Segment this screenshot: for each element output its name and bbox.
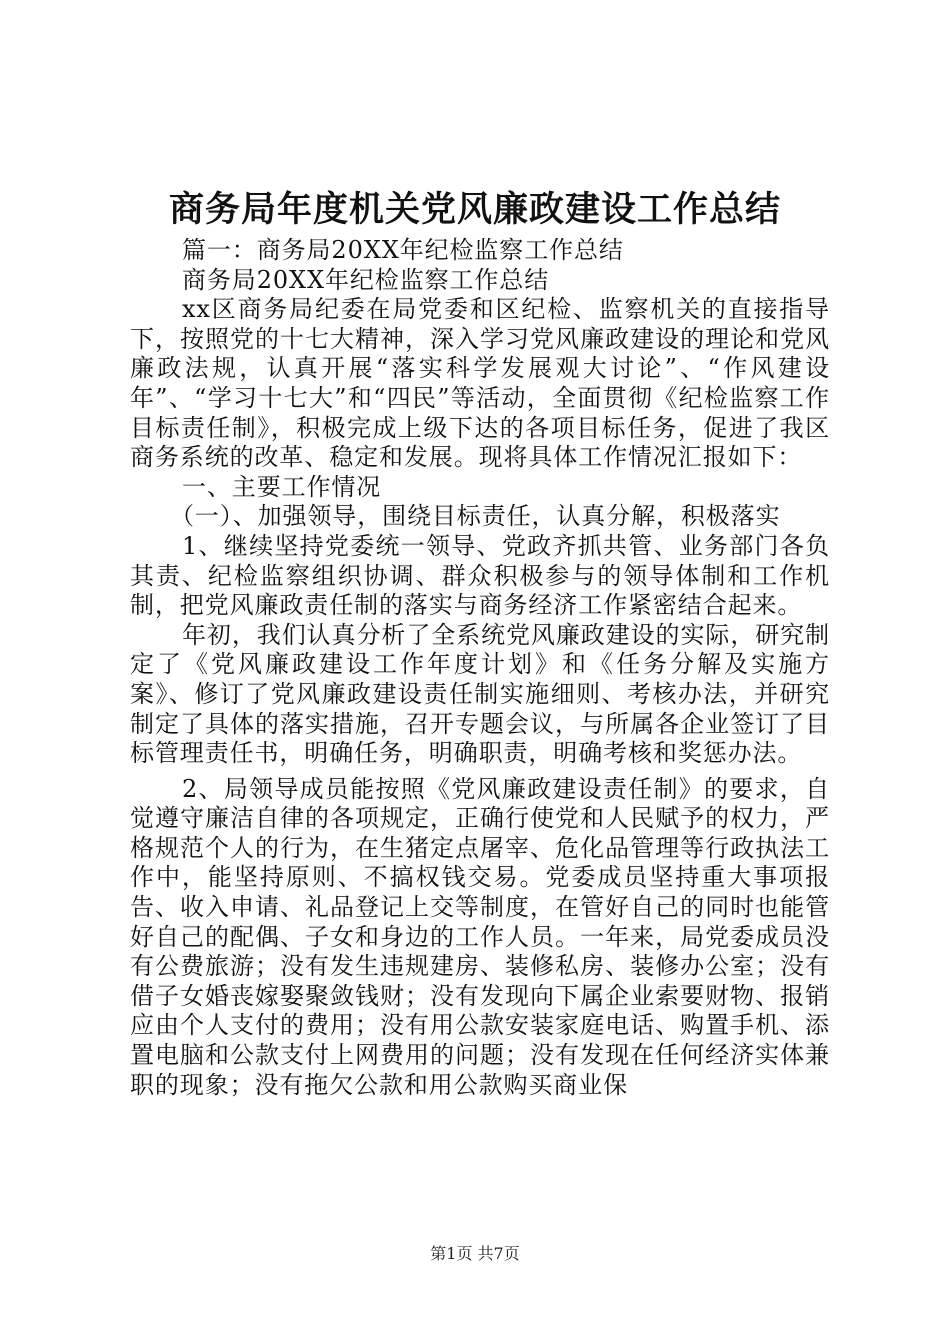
- heading-subsection-1: （一）、加强领导，围绕目标责任，认真分解，积极落实: [170, 502, 781, 531]
- paragraph-year-start: 年初，我们认真分析了全系统党风廉政建设的实际，研究制定了《党风廉政建设工作年度计划》和《任务分解及实施方案》、修订了党风廉政建设责任制实施细则、考核办法，并研究制定了具体的落实措施，召开专题会议，与所属各企业签订了目标管理责任书，明确任务，明确职责，明确考核和奖惩办法。: [130, 620, 830, 768]
- paragraph-intro: xx区商务局纪委在局党委和区纪检、监察机关的直接指导下，按照党的十七大精神，深入学习党风廉政建设的理论和党风廉政法规，认真开展“落实科学发展观大讨论”、“作风建设年”、“学习十七大”和“四民”等活动，全面贯彻《纪检监察工作目标责任制》，积极完成上级下达的各项目标任务，促进了我区商务系统的改革、稳定和发展。现将具体工作情况汇报如下：: [130, 295, 830, 472]
- document-body: [130, 236, 830, 1100]
- section-heading: 篇一：商务局20XX年纪检监察工作总结: [182, 236, 624, 264]
- heading-main-work: 一、主要工作情况: [182, 472, 382, 501]
- paragraph-item-1: 1、继续坚持党委统一领导、党政齐抓共管、业务部门各负其责、纪检监察组织协调、群众积极参与的领导体制和工作机制，把党风廉政责任制的落实与商务经济工作紧密结合起来。: [130, 531, 830, 620]
- page-footer: 第1页 共7页: [430, 1244, 520, 1263]
- paragraph-item-2: 2、局领导成员能按照《党风廉政建设责任制》的要求，自觉遵守廉洁自律的各项规定，正确行使党和人民赋予的权力，严格规范个人的行为，在生猪定点屠宰、危化品管理等行政执法工作中，能坚持原则、不搞权钱交易。党委成员坚持重大事项报告、收入申请、礼品登记上交等制度，在管好自己的同时也能管好自己的配偶、子女和身边的工作人员。一年来，局党委成员没有公费旅游；没有发生违规建房、装修私房、装修办公室；没有借子女婚丧嫁娶聚敛钱财；没有发现向下属企业索要财物、报销应由个人支付的费用；没有用公款安装家庭电话、购置手机、添置电脑和公款支付上网费用的问题；没有发现在任何经济实体兼职的现象；没有拖欠公款和用公款购买商业保: [130, 774, 830, 1099]
- subtitle: 商务局20XX年纪检监察工作总结: [182, 265, 550, 294]
- document-title: 商务局年度机关党风廉政建设工作总结: [168, 190, 781, 230]
